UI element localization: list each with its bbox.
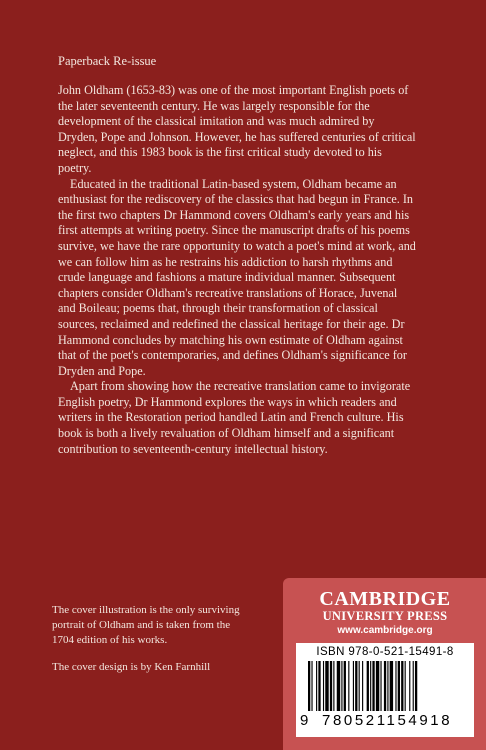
barcode-bar xyxy=(376,661,379,711)
barcode-bar xyxy=(311,661,312,711)
barcode-bar xyxy=(415,661,417,711)
barcode-bar xyxy=(337,661,340,711)
barcode-bar xyxy=(370,661,371,711)
barcode-bar xyxy=(323,661,324,711)
barcode-bar xyxy=(405,661,406,711)
barcode-bar xyxy=(341,661,342,711)
barcode-first-digit: 9 xyxy=(300,712,309,729)
isbn-label: ISBN 978-0-521-15491-8 xyxy=(316,646,454,658)
barcode-bar xyxy=(344,661,346,711)
barcode-bar xyxy=(308,661,310,711)
barcode-bar xyxy=(390,661,393,711)
barcode-bar xyxy=(333,661,334,711)
barcode-box xyxy=(296,643,474,737)
barcode-bar xyxy=(362,661,363,711)
barcode-digits: 780521154918 xyxy=(322,712,453,729)
barcode-bar xyxy=(409,661,410,711)
barcode-bar xyxy=(372,661,374,711)
barcode-bar xyxy=(401,661,403,711)
cover-credits xyxy=(52,603,252,687)
barcode-bar xyxy=(330,661,332,711)
barcode-bar xyxy=(380,661,381,711)
barcode-bar xyxy=(413,661,414,711)
barcode-bar xyxy=(353,661,354,711)
blurb-paragraph: Educated in the traditional Latin-based system, Oldham became an enthusiast for the rediscovery of the classics that had begun in France. In the first two chapters Dr Hammond covers Oldham's early years and his first attempts at writing poetry. Since the manuscript drafts of his poems survive, we have the rare opportunity to watch a poet's mind at work, and we can follow him as he restrains his addiction to harsh rhythms and crude language and fashions a mature individual manner. Subsequent chapters consider Oldham's recreative translations of Horace, Juvenal and Boileau; poems that, through their transformation of classical sources, reclaimed and redefined the classical heritage for their age. Dr Hammond concludes by matching his own estimate of Oldham against that of the poet's contemporaries, and defines Oldham's significance for Dryden and Pope. xyxy=(58,176,416,378)
publisher-url: www.cambridge.org xyxy=(337,625,433,636)
publisher-subtitle: UNIVERSITY PRESS xyxy=(322,609,448,623)
barcode-bar xyxy=(395,661,396,711)
blurb xyxy=(58,83,416,457)
barcode-bar xyxy=(367,661,369,711)
cover-design-note: The cover design is by Ken Farnhill xyxy=(52,661,211,673)
barcode-bar xyxy=(316,661,317,711)
blurb-paragraph: Apart from showing how the recreative translation came to invigorate English poetry, Dr Hammond explores the ways in which readers and writers in the Restoration period handled Latin and French culture. His book is both a lively revaluation of Oldham himself and a significant contribution to seventeenth-century intellectual history. xyxy=(58,379,411,456)
blurb-paragraph: John Oldham (1653-83) was one of the most important English poets of the later seventeenth century. He was largely responsible for the development of the classical imitation and was much admired by Dryden, Pope and Johnson. However, he has suffered centuries of critical neglect, and this 1983 book is the first critical study devoted to his poetry. xyxy=(58,83,416,175)
barcode-bar xyxy=(355,661,357,711)
publisher-name: CAMBRIDGE xyxy=(319,588,451,610)
barcode-bar xyxy=(398,661,400,711)
barcode-bar xyxy=(359,661,360,711)
barcode-bar xyxy=(348,661,349,711)
reissue-label: Paperback Re-issue xyxy=(58,54,157,68)
cover-illustration-note: The cover illustration is the only surviving portrait of Oldham and is taken from the 1704 edition of his works. xyxy=(52,604,240,646)
barcode xyxy=(306,661,464,711)
barcode-bar xyxy=(318,661,320,711)
barcode-bar xyxy=(325,661,328,711)
barcode-bar xyxy=(384,661,386,711)
barcode-bar xyxy=(387,661,388,711)
